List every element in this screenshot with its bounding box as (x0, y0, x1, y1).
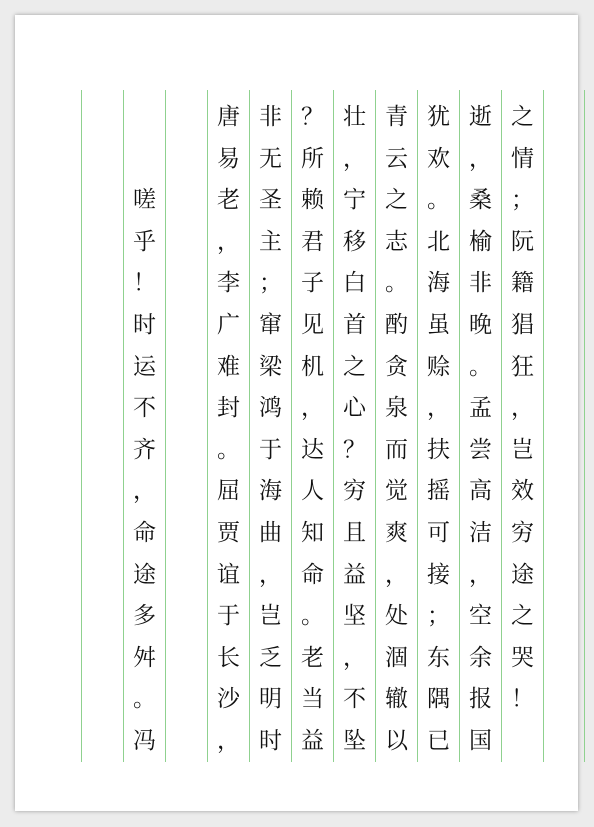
text-column (459, 90, 501, 762)
paper-page (15, 15, 578, 811)
column-text (166, 90, 207, 762)
column-text: 嗟 乎 ！ 时 运 不 齐 ， 命 途 多 舛 。 冯 (133, 187, 156, 754)
column-text: 犹 欢 。 北 海 虽 赊 ， 扶 摇 可 接 ； 东 隅 已 (427, 104, 450, 754)
column-text: 逝 ， 桑 榆 非 晚 。 孟 尝 高 洁 ， 空 余 报 国 (469, 104, 492, 754)
column-text (82, 90, 123, 762)
text-column (417, 90, 459, 762)
column-text: 壮 ， 宁 移 白 首 之 心 ？ 穷 且 益 坚 ， 不 坠 (343, 104, 366, 754)
vertical-writing-grid (81, 90, 543, 762)
column-text: 青 云 之 志 。 酌 贪 泉 而 觉 爽 ， 处 涸 辙 以 (385, 104, 408, 754)
text-column (375, 90, 417, 762)
column-text: 唐 易 老 ， 李 广 难 封 。 屈 贾 谊 于 长 沙 ， (217, 104, 240, 754)
text-column (207, 90, 249, 762)
column-text: ？ 所 赖 君 子 见 机 ， 达 人 知 命 。 老 当 益 (301, 104, 324, 754)
text-column (501, 90, 543, 762)
text-column (543, 90, 585, 762)
text-column (165, 90, 207, 762)
text-column (333, 90, 375, 762)
column-text (544, 90, 584, 762)
text-column (123, 90, 165, 762)
text-column (291, 90, 333, 762)
text-column (81, 90, 123, 762)
text-column (249, 90, 291, 762)
column-text: 非 无 圣 主 ； 窜 梁 鸿 于 海 曲 ， 岂 乏 明 时 (259, 104, 282, 754)
column-text: 之 情 ； 阮 籍 猖 狂 ， 岂 效 穷 途 之 哭 ！ (511, 104, 534, 713)
